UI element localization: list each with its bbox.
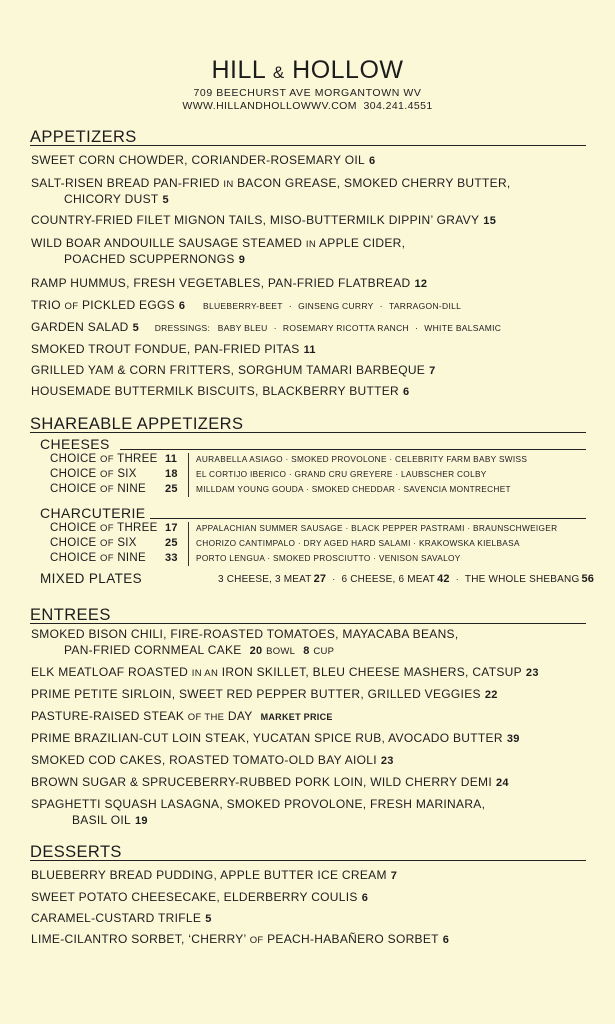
item-price: 39 [506, 733, 520, 745]
choice-price: 33 [165, 552, 178, 564]
mixed-plates-heading: MIXED PLATES [40, 571, 143, 586]
cheese-options: AURABELLA ASIAGO · SMOKED PROVOLONE · CELEBRITY FARM BABY SWISS [196, 454, 528, 464]
title-part-1: HILL [211, 56, 266, 84]
item-name-cont: PEACH-HABAÑERO SORBET [267, 932, 439, 946]
item-connector: IN [305, 239, 316, 250]
item-name-cont: APPLE CIDER, [318, 236, 406, 250]
item-name: SMOKED BISON CHILI, FIRE-ROASTED TOMATOES, MAYACABA BEANS, [31, 627, 459, 641]
charcuterie-options: PORTO LENGUA · SMOKED PROSCIUTTO · VENISON SAVALOY [196, 553, 461, 563]
item-price: 6 [368, 155, 376, 167]
choice-of: OF [100, 538, 114, 549]
item-price: 7 [429, 365, 436, 377]
title-part-2: HOLLOW [292, 56, 404, 84]
appetizer-item [31, 275, 427, 293]
restaurant-name [0, 56, 615, 87]
item-price: 15 [483, 215, 497, 227]
website: WWW.HILLANDHOLLOWWV.COM [182, 100, 357, 112]
item-name-cont: CHICORY DUST [64, 192, 159, 206]
item-price: 23 [380, 755, 394, 767]
entree-item [31, 730, 520, 748]
choice-of: OF [100, 484, 114, 495]
dressing-option: ROSEMARY RICOTTA RANCH [282, 323, 409, 333]
bowl-label: BOWL [266, 646, 296, 657]
choice-count: THREE [117, 453, 158, 465]
item-name: SALT-RISEN BREAD PAN-FRIED [31, 176, 220, 190]
cheese-options: EL CORTIJO IBERICO · GRAND CRU GREYERE · LAUBSCHER COLBY [196, 469, 487, 479]
title-ampersand: & [272, 63, 285, 82]
item-price: 6 [403, 386, 410, 398]
item-price: 7 [390, 870, 398, 882]
item-name-cont: IRON SKILLET, BLEU CHEESE MASHERS, CATSUP [221, 665, 522, 679]
entree-item-continued [72, 812, 148, 830]
item-name: PRIME BRAZILIAN-CUT LOIN STEAK, YUCATAN SPICE RUB, AVOCADO BUTTER [31, 731, 503, 745]
dessert-item [31, 931, 449, 949]
item-price: 5 [132, 322, 140, 334]
appetizer-item [31, 212, 496, 230]
choice-of: OF [100, 523, 114, 534]
contact-line [0, 100, 615, 113]
appetizers-heading-text: APPETIZERS [30, 128, 137, 146]
appetizer-item [31, 383, 409, 401]
appetizer-item-continued [64, 191, 169, 209]
item-price: 6 [178, 300, 186, 312]
choice-count: SIX [117, 468, 137, 480]
choice-label: CHOICE [50, 453, 97, 465]
item-price: 6 [361, 892, 369, 904]
mixed-option-label: 6 CHEESE, 6 MEAT [341, 574, 436, 585]
cup-price: 8 [303, 645, 310, 657]
entree-item [31, 626, 459, 643]
cheese-choice-row [50, 452, 178, 467]
item-name: TRIO [31, 298, 61, 312]
masthead [0, 56, 615, 113]
item-name-cont: PICKLED EGGS [81, 298, 175, 312]
cheeses-heading: CHEESES [40, 436, 110, 452]
mixed-option-price: 27 [313, 573, 327, 585]
entree-item [31, 686, 498, 704]
mixed-option-price: 42 [437, 573, 450, 585]
item-price: 24 [495, 777, 509, 789]
entrees-heading [30, 605, 586, 624]
cheese-choice-row [50, 482, 178, 497]
charcuterie-choice-row [50, 551, 178, 566]
dessert-item [31, 889, 368, 907]
item-name: GRILLED YAM & CORN FRITTERS, SORGHUM TAMARI BARBEQUE [31, 363, 426, 377]
appetizers-heading [30, 127, 586, 146]
appetizer-item-continued [64, 251, 245, 269]
item-connector: OF [64, 301, 79, 312]
choice-of: OF [100, 454, 114, 465]
item-price: 5 [162, 194, 169, 206]
cheeses-rule [120, 449, 586, 450]
item-name: SMOKED COD CAKES, ROASTED TOMATO-OLD BAY AIOLI [31, 753, 377, 767]
item-name-cont: BASIL OIL [72, 813, 131, 827]
mixed-option-price: 56 [581, 573, 595, 585]
item-name: ELK MEATLOAF ROASTED [31, 665, 189, 679]
choice-label: CHOICE [50, 483, 97, 495]
choice-count: NINE [117, 552, 147, 564]
entrees-heading-text: ENTREES [30, 606, 111, 624]
item-name: PRIME PETITE SIRLOIN, SWEET RED PEPPER BUTTER, GRILLED VEGGIES [31, 687, 481, 701]
choice-of: OF [100, 553, 114, 564]
charcuterie-options: CHORIZO CANTIMPALO · DRY AGED HARD SALAMI · KRAKOWSKA KIELBASA [196, 538, 520, 548]
entree-item [31, 774, 509, 792]
item-price: 5 [205, 913, 212, 925]
item-name-cont: POACHED SCUPPERNONGS [64, 252, 235, 266]
choice-price: 11 [165, 453, 178, 465]
item-connector: IN [223, 179, 234, 190]
choice-of: OF [100, 469, 114, 480]
item-price: 12 [414, 278, 428, 290]
choice-price: 18 [165, 468, 178, 480]
charcuterie-divider [188, 522, 189, 566]
choice-label: CHOICE [50, 537, 97, 549]
item-name: GARDEN SALAD [31, 320, 129, 334]
item-name: PASTURE-RAISED STEAK [31, 709, 185, 723]
separator-dot: · [273, 323, 277, 333]
choice-count: NINE [117, 483, 147, 495]
desserts-heading-text: DESSERTS [30, 843, 122, 861]
item-price: 23 [525, 667, 539, 679]
dressing-option: WHITE BALSAMIC [424, 323, 502, 333]
item-name-cont: BACON GREASE, SMOKED CHERRY BUTTER, [237, 176, 511, 190]
dressing-option: BABY BLEU [217, 323, 268, 333]
appetizer-item [31, 362, 436, 380]
entree-item [31, 664, 539, 682]
charcuterie-rule [150, 518, 586, 519]
separator-dot: · [379, 301, 383, 311]
entree-item [31, 708, 333, 726]
separator-dot: · [332, 574, 336, 584]
item-name-cont: DAY [227, 709, 253, 723]
charcuterie-choice-row [50, 521, 178, 536]
choice-price: 25 [165, 537, 178, 549]
item-name: RAMP HUMMUS, FRESH VEGETABLES, PAN-FRIED FLATBREAD [31, 276, 411, 290]
separator-dot: · [288, 301, 293, 311]
appetizer-item [31, 297, 461, 315]
item-name: SWEET CORN CHOWDER, CORIANDER-ROSEMARY OIL [31, 153, 365, 167]
mixed-plates-options [218, 573, 594, 585]
mixed-option-label: THE WHOLE SHEBANG [464, 574, 580, 585]
item-connector: OF THE [187, 712, 225, 723]
cheese-options: MILLDAM YOUNG GOUDA · SMOKED CHEDDAR · SAVENCIA MONTRECHET [196, 484, 511, 494]
choice-price: 17 [165, 522, 178, 534]
item-price: 6 [442, 934, 450, 946]
choice-price: 25 [165, 483, 178, 495]
item-name: BROWN SUGAR & SPRUCEBERRY-RUBBED PORK LOIN, WILD CHERRY DEMI [31, 775, 492, 789]
choice-count: THREE [117, 522, 158, 534]
choice-count: SIX [117, 537, 137, 549]
pickle-option: TARRAGON-DILL [388, 301, 462, 311]
entree-item-continued [64, 642, 334, 660]
item-name: CARAMEL-CUSTARD TRIFLE [31, 911, 202, 925]
item-connector: OF [249, 935, 264, 946]
charcuterie-options: APPALACHIAN SUMMER SAUSAGE · BLACK PEPPER PASTRAMI · BRAUNSCHWEIGER [196, 523, 558, 533]
bowl-price: 20 [249, 645, 263, 657]
item-name: WILD BOAR ANDOUILLE SAUSAGE STEAMED [31, 236, 303, 250]
item-price: 19 [134, 815, 148, 827]
item-connector: IN AN [191, 668, 219, 679]
dessert-item [31, 910, 212, 928]
separator-dot: · [455, 574, 459, 584]
item-price: 22 [484, 689, 498, 701]
pickle-option: GINSENG CURRY [298, 301, 374, 311]
cheeses-divider [188, 453, 189, 497]
item-price: 9 [238, 254, 246, 266]
choice-label: CHOICE [50, 522, 97, 534]
appetizer-item [31, 152, 375, 170]
shareable-heading [30, 414, 586, 433]
item-name: SWEET POTATO CHEESECAKE, ELDERBERRY COULIS [31, 890, 358, 904]
cheese-choice-row [50, 467, 178, 482]
choice-label: CHOICE [50, 468, 97, 480]
shareable-heading-text: SHAREABLE APPETIZERS [30, 415, 244, 433]
dessert-item [31, 867, 397, 885]
charcuterie-choice-row [50, 536, 178, 551]
item-name: LIME-CILANTRO SORBET, ‘CHERRY’ [31, 932, 247, 946]
appetizer-item [31, 341, 316, 359]
entree-item [31, 796, 485, 813]
pickle-option: BLUEBERRY-BEET [202, 301, 283, 311]
appetizer-item [31, 319, 501, 337]
item-name: SPAGHETTI SQUASH LASAGNA, SMOKED PROVOLONE, FRESH MARINARA, [31, 797, 486, 811]
separator-dot: · [414, 323, 419, 333]
phone: 304.241.4551 [363, 100, 433, 112]
dressings-label: DRESSINGS: [154, 323, 211, 333]
item-name: SMOKED TROUT FONDUE, PAN-FRIED PITAS [31, 342, 300, 356]
item-name: BLUEBERRY BREAD PUDDING, APPLE BUTTER ICE CREAM [31, 868, 387, 882]
cup-label: CUP [313, 646, 335, 657]
item-price: MARKET PRICE [260, 712, 333, 722]
item-name-cont: PAN-FRIED CORNMEAL CAKE [64, 643, 242, 657]
desserts-heading [30, 842, 586, 861]
item-name: HOUSEMADE BUTTERMILK BISCUITS, BLACKBERRY BUTTER [31, 384, 400, 398]
item-price: 11 [303, 344, 316, 356]
choice-label: CHOICE [50, 552, 97, 564]
charcuterie-heading: CHARCUTERIE [40, 505, 146, 521]
address: 709 BEECHURST AVE MORGANTOWN WV [193, 87, 422, 99]
mixed-option-label: 3 CHEESE, 3 MEAT [218, 574, 312, 585]
entree-item [31, 752, 394, 770]
item-name: COUNTRY-FRIED FILET MIGNON TAILS, MISO-BUTTERMILK DIPPIN’ GRAVY [31, 213, 480, 227]
